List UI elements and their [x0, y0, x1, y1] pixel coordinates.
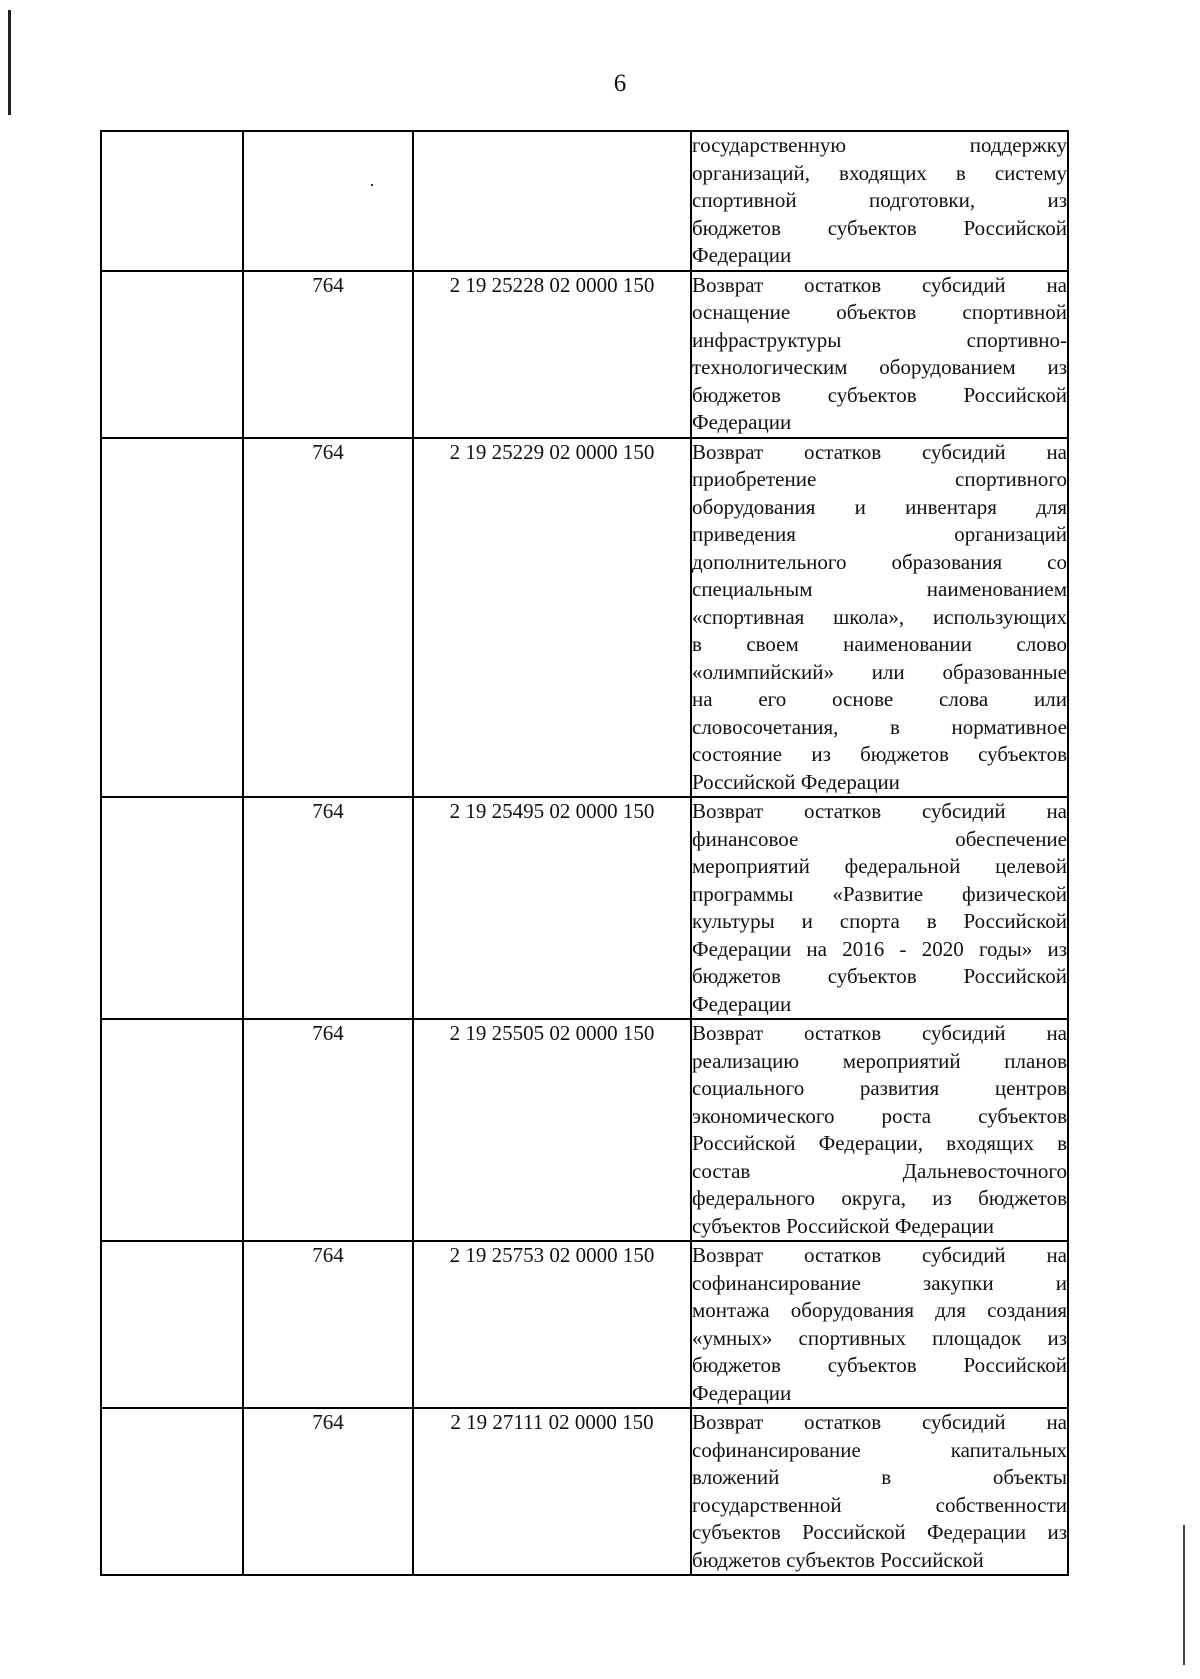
budget-code-cell: 2 19 25505 02 0000 150	[413, 1019, 691, 1241]
description-line: Возврат остатков субсидий на	[692, 439, 1067, 464]
description-cell	[691, 1019, 1068, 1241]
description-line: состав Дальневосточного	[692, 1158, 1067, 1183]
table-row	[101, 131, 1068, 271]
description-line: Возврат остатков субсидий на	[692, 272, 1067, 297]
scan-edge-mark-right	[1183, 1525, 1185, 1665]
description-cell	[691, 131, 1068, 271]
admin-code-cell	[243, 131, 413, 271]
empty-cell	[101, 131, 243, 271]
description-line: организаций, входящих в систему	[692, 160, 1067, 185]
description-line: Российской Федерации	[692, 769, 900, 794]
description-line: словосочетания, в нормативное	[692, 714, 1067, 739]
budget-code-cell: 2 19 27111 02 0000 150	[413, 1408, 691, 1575]
empty-cell	[101, 1408, 243, 1575]
description-line: монтажа оборудования для создания	[692, 1298, 1067, 1322]
description-line: Возврат остатков субсидий на	[692, 1243, 1067, 1267]
description-line: оборудования и инвентаря для	[692, 494, 1067, 519]
description-cell	[691, 797, 1068, 1019]
empty-cell	[101, 271, 243, 438]
description-line: «спортивная школа», использующих	[692, 604, 1067, 629]
description-line: Федерации	[692, 243, 792, 267]
description-line: бюджетов субъектов Российской	[692, 1353, 1067, 1377]
description-line: культуры и спорта в Российской	[692, 909, 1067, 933]
description-cell	[691, 1408, 1068, 1575]
budget-code-cell: 2 19 25495 02 0000 150	[413, 797, 691, 1019]
table-row	[101, 1019, 1068, 1241]
table-row	[101, 1408, 1068, 1575]
budget-codes-table	[100, 130, 1069, 1576]
table-body	[101, 131, 1068, 1575]
description-line: оснащение объектов спортивной	[692, 300, 1067, 324]
description-line: финансовое обеспечение	[692, 826, 1067, 851]
description-line: государственной собственности	[692, 1492, 1067, 1517]
description-line: инфраструктуры спортивно-	[692, 327, 1067, 352]
description-cell	[691, 271, 1068, 438]
description-line: на его основе слова или	[692, 687, 1067, 711]
budget-code-cell: 2 19 25228 02 0000 150	[413, 271, 691, 438]
description-line: приобретение спортивного	[692, 467, 1067, 491]
page-number: 6	[613, 70, 627, 97]
description-line: программы «Развитие физической	[692, 881, 1067, 906]
admin-code-cell: 764	[243, 1241, 413, 1408]
description-line: в своем наименовании слово	[692, 632, 1067, 656]
description-line: состояние из бюджетов субъектов	[692, 742, 1067, 766]
description-line: субъектов Российской Федерации	[692, 1213, 995, 1238]
empty-cell	[101, 438, 243, 798]
description-line: федерального округа, из бюджетов	[692, 1186, 1067, 1210]
description-line: спортивной подготовки, из	[692, 188, 1067, 212]
budget-code-cell: 2 19 25753 02 0000 150	[413, 1241, 691, 1408]
table-row	[101, 438, 1068, 798]
description-line: государственную поддержку	[692, 133, 1067, 157]
description-line: экономического роста субъектов	[692, 1103, 1067, 1128]
description-line: приведения организаций	[692, 522, 1067, 546]
table-row	[101, 1241, 1068, 1408]
scan-edge-mark-left	[8, 10, 11, 115]
description-line: социального развития центров	[692, 1076, 1067, 1100]
description-line: бюджетов субъектов Российской	[692, 215, 1067, 240]
description-cell	[691, 438, 1068, 798]
admin-code-cell: 764	[243, 438, 413, 798]
admin-code-cell: 764	[243, 1019, 413, 1241]
description-line: Возврат остатков субсидий на	[692, 799, 1067, 823]
description-line: Российской Федерации, входящих в	[692, 1131, 1067, 1155]
description-line: «умных» спортивных площадок из	[692, 1325, 1067, 1350]
description-line: софинансирование капитальных	[692, 1437, 1067, 1462]
description-line: специальным наименованием	[692, 577, 1067, 601]
budget-code-cell: 2 19 25229 02 0000 150	[413, 438, 691, 798]
description-line: реализацию мероприятий планов	[692, 1048, 1067, 1073]
description-line: технологическим оборудованием из	[692, 355, 1067, 379]
description-cell	[691, 1241, 1068, 1408]
description-line: Возврат остатков субсидий на	[692, 1410, 1067, 1434]
empty-cell	[101, 1241, 243, 1408]
description-line: мероприятий федеральной целевой	[692, 854, 1067, 878]
description-line: Федерации на 2016 - 2020 годы» из	[692, 936, 1067, 961]
admin-code-cell: 764	[243, 797, 413, 1019]
empty-cell	[101, 1019, 243, 1241]
description-line: бюджетов субъектов Российской	[692, 382, 1067, 407]
description-line: «олимпийский» или образованные	[692, 659, 1067, 684]
admin-code-cell: 764	[243, 271, 413, 438]
empty-cell	[101, 797, 243, 1019]
description-line: Федерации	[692, 1380, 792, 1405]
description-line: Федерации	[692, 991, 792, 1016]
description-line: бюджетов субъектов Российской	[692, 964, 1067, 988]
budget-code-cell	[413, 131, 691, 271]
description-line: вложений в объекты	[692, 1465, 1067, 1489]
description-line: Возврат остатков субсидий на	[692, 1021, 1067, 1045]
admin-code-cell: 764	[243, 1408, 413, 1575]
description-line: Федерации	[692, 410, 792, 434]
description-line: субъектов Российской Федерации из	[692, 1520, 1067, 1544]
description-line: бюджетов субъектов Российской	[692, 1547, 984, 1572]
table-row	[101, 797, 1068, 1019]
description-line: софинансирование закупки и	[692, 1270, 1067, 1295]
table-row	[101, 271, 1068, 438]
description-line: дополнительного образования со	[692, 549, 1067, 574]
